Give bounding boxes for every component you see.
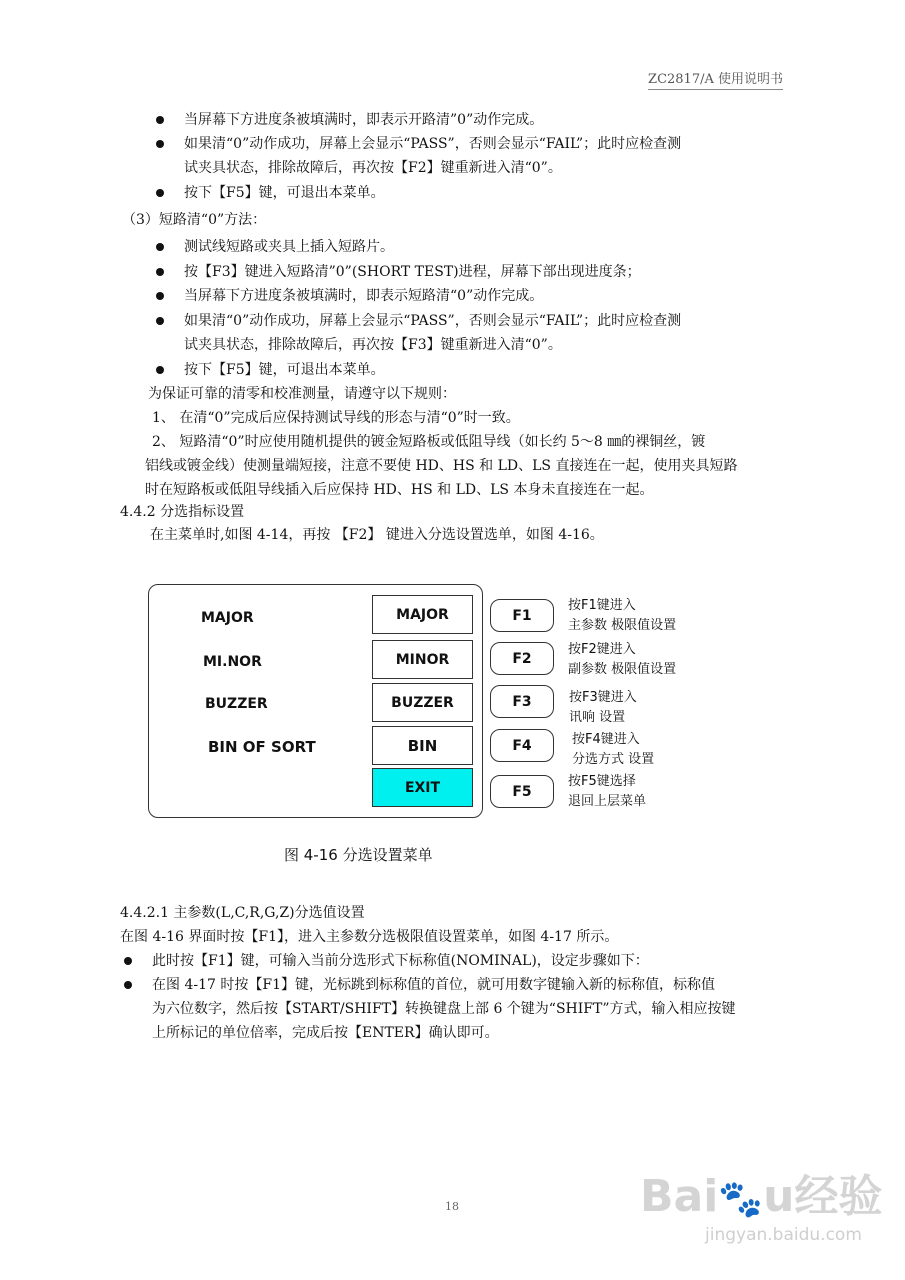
key-desc-line: 按F1键进入 <box>568 598 636 613</box>
key-desc <box>572 730 654 770</box>
text-line: 为六位数字，然后按【START/SHIFT】转换键盘上部 6 个键为“SHIFT”方式，输入相应按键 <box>152 1001 736 1017</box>
key-desc <box>568 772 646 812</box>
bullet <box>156 140 164 148</box>
key-desc-line: 按F5键选择 <box>568 774 636 789</box>
label-buzzer: BUZZER <box>205 696 268 712</box>
bullet <box>156 243 164 251</box>
text-line: 试夹具状态，排除故障后，再次按【F3】键重新进入清“0”。 <box>184 337 562 353</box>
text-line: 在图 4-16 界面时按【F1】，进入主参数分选极限值设置菜单，如图 4-17 所示。 <box>120 929 619 945</box>
figure-caption: 图 4-16 分选设置菜单 <box>284 846 433 864</box>
text-line: 按下【F5】键，可退出本菜单。 <box>184 362 385 378</box>
text-line: 如果清“0”动作成功，屏幕上会显示“PASS”，否则会显示“FAIL”；此时应检查测 <box>184 136 682 152</box>
text-line: 当屏幕下方进度条被填满时，即表示开路清”0”动作完成。 <box>184 112 544 128</box>
bullet <box>156 292 164 300</box>
text-line: 时在短路板或低阻导线插入后应保持 HD、HS 和 LD、LS 本身未直接连在一起。 <box>145 482 654 498</box>
baidu-watermark-logo: Bai🐾u经验 <box>640 1171 883 1222</box>
text-line: 测试线短路或夹具上插入短路片。 <box>184 239 394 255</box>
text-line: 当屏幕下方进度条被填满时，即表示短路清“0”动作完成。 <box>184 288 544 304</box>
key-f4[interactable]: F4 <box>490 729 554 762</box>
text-line: 铝线或镀金线）使测量端短接，注意不要使 HD、HS 和 LD、LS 直接连在一起，使用夹具短路 <box>145 458 738 474</box>
softkey-minor[interactable]: MINOR <box>372 640 473 679</box>
text-line: 上所标记的单位倍率，完成后按【ENTER】确认即可。 <box>152 1025 499 1041</box>
section-heading: 4.4.2.1 主参数(L,C,R,G,Z)分选值设置 <box>120 905 365 921</box>
key-desc-line: 按F2键进入 <box>568 642 636 657</box>
key-f3[interactable]: F3 <box>490 685 554 718</box>
label-bin-of-sort: BIN OF SORT <box>208 738 316 756</box>
softkey-major[interactable]: MAJOR <box>372 595 473 634</box>
softkey-buzzer[interactable]: BUZZER <box>372 683 473 722</box>
section-heading: （3）短路清“0”方法： <box>122 212 267 228</box>
watermark-url: jingyan.baidu.com <box>705 1225 862 1245</box>
label-major: MAJOR <box>201 610 254 626</box>
text-line: 试夹具状态，排除故障后，再次按【F2】键重新进入清“0”。 <box>184 160 562 176</box>
key-desc-line: 退回上层菜单 <box>568 794 647 809</box>
bullet <box>156 317 164 325</box>
key-desc-line: 讯响 设置 <box>569 710 626 725</box>
softkey-exit[interactable]: EXIT <box>372 768 473 807</box>
text-line: 按下【F5】键，可退出本菜单。 <box>184 185 385 201</box>
key-f1[interactable]: F1 <box>490 599 554 632</box>
key-f5[interactable]: F5 <box>490 775 554 808</box>
key-desc <box>568 640 676 680</box>
text-line: 在主菜单时,如图 4-14，再按 【F2】 键进入分选设置选单，如图 4-16。 <box>150 527 604 543</box>
key-desc-line: 按F4键进入 <box>572 732 640 747</box>
section-heading: 4.4.2 分选指标设置 <box>120 504 245 520</box>
key-desc-line: 按F3键进入 <box>569 690 637 705</box>
text-line: 如果清“0”动作成功，屏幕上会显示“PASS”，否则会显示“FAIL”；此时应检查测 <box>184 313 682 329</box>
bullet <box>124 981 132 989</box>
text-line: 按【F3】键进入短路清”0”(SHORT TEST)进程，屏幕下部出现进度条； <box>184 264 641 280</box>
key-desc <box>568 596 676 636</box>
label-minor: MI.NOR <box>203 654 262 670</box>
bullet <box>156 268 164 276</box>
running-header: ZC2817/A 使用说明书 <box>648 68 783 90</box>
bullet <box>124 957 132 965</box>
text-line: 2、 短路清“0”时应使用随机提供的镀金短路板或低阻导线（如长约 5～8 ㎜的裸铜丝，镀 <box>152 434 706 450</box>
text-line: 在图 4-17 时按【F1】键，光标跳到标称值的首位，就可用数字键输入新的标称值，标称值 <box>152 977 715 993</box>
key-desc-line: 主参数 极限值设置 <box>568 618 677 633</box>
key-f2[interactable]: F2 <box>490 642 554 675</box>
text-line: 为保证可靠的清零和校准测量，请遵守以下规则： <box>148 386 456 402</box>
bullet <box>156 366 164 374</box>
bullet <box>156 189 164 197</box>
softkey-bin[interactable]: BIN <box>372 726 473 765</box>
key-desc-line: 分选方式 设置 <box>572 752 655 767</box>
page-number: 18 <box>445 1200 459 1213</box>
bullet <box>156 116 164 124</box>
key-desc-line: 副参数 极限值设置 <box>568 662 677 677</box>
key-desc <box>569 688 637 728</box>
text-line: 此时按【F1】键，可输入当前分选形式下标称值(NOMINAL)，设定步骤如下： <box>152 953 649 969</box>
text-line: 1、 在清“0”完成后应保持测试导线的形态与清“0”时一致。 <box>152 410 520 426</box>
